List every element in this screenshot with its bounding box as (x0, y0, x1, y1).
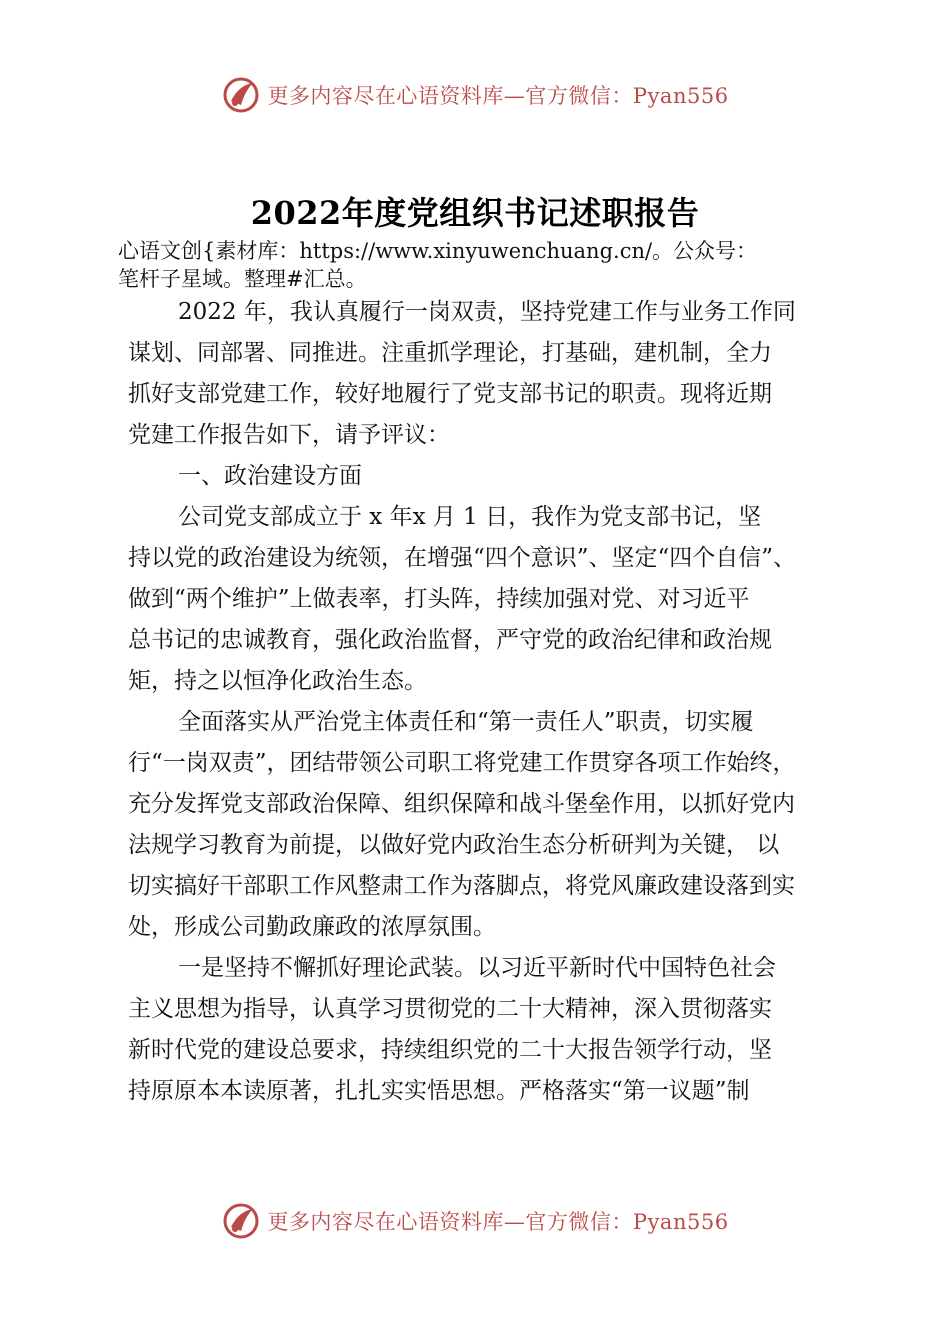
paragraph-line: 主义思想为指导，认真学习贯彻党的二十大精神，深入贯彻落实 (128, 996, 772, 1022)
paragraph-line: 法规学习教育为前提，以做好党内政治生态分析研判为关键， 以 (128, 832, 780, 858)
paragraph-line: 2022 年，我认真履行一岗双责，坚持党建工作与业务工作同 (178, 299, 796, 325)
paragraph-line: 充分发挥党支部政治保障、组织保障和战斗堡垒作用，以抓好党内 (128, 791, 795, 817)
paragraph-line: 全面落实从严治党主体责任和“第一责任人”职责，切实履 (178, 709, 754, 735)
paragraph-line: 党建工作报告如下，请予评议： (128, 422, 450, 448)
paragraph-line: 一是坚持不懈抓好理论武装。以习近平新时代中国特色社会 (178, 955, 776, 981)
footer-banner (0, 1196, 950, 1246)
paragraph-line: 持以党的政治建设为统领，在增强“四个意识”、坚定“四个自信”、 (128, 545, 797, 571)
paragraph-line: 行“一岗双责”，团结带领公司职工将党建工作贯穿各项工作始终， (128, 750, 796, 776)
banner-text: 更多内容尽在心语资料库—官方微信：Pyan556 (267, 84, 729, 108)
brush-logo-icon (221, 1201, 261, 1241)
paragraph-line: 新时代党的建设总要求，持续组织党的二十大报告领学行动，坚 (128, 1037, 772, 1063)
source-line: 笔杆子星域。整理#汇总。 (118, 267, 367, 291)
paragraph-line: 切实搞好干部职工作风整肃工作为落脚点，将党风廉政建设落到实 (128, 873, 795, 899)
paragraph-line: 谋划、同部署、同推进。注重抓学理论，打基础，建机制，全力 (128, 340, 772, 366)
header-banner (0, 70, 950, 120)
paragraph-line: 总书记的忠诚教育，强化政治监督，严守党的政治纪律和政治规 (128, 627, 772, 653)
paragraph-line: 做到“两个维护”上做表率，打头阵，持续加强对党、对习近平 (128, 586, 750, 612)
paragraph-line: 处，形成公司勤政廉政的浓厚氛围。 (128, 914, 496, 940)
section-heading: 一、政治建设方面 (178, 463, 362, 489)
paragraph-line: 持原原本本读原著，扎扎实实悟思想。严格落实“第一议题”制 (128, 1078, 750, 1104)
paragraph-line: 矩，持之以恒净化政治生态。 (128, 668, 427, 694)
banner-text: 更多内容尽在心语资料库—官方微信：Pyan556 (267, 1210, 729, 1234)
brush-logo-icon (221, 75, 261, 115)
paragraph-line: 抓好支部党建工作，较好地履行了党支部书记的职责。现将近期 (128, 381, 772, 407)
source-line: 心语文创{素材库：https://www.xinyuwenchuang.cn/。公众号： (118, 239, 758, 263)
document-body (128, 292, 838, 1112)
source-note (118, 237, 838, 293)
paragraph-line: 公司党支部成立于 x 年x 月 1 日，我作为党支部书记，坚 (178, 504, 762, 530)
document-title: 2022年度党组织书记述职报告 (250, 194, 700, 232)
